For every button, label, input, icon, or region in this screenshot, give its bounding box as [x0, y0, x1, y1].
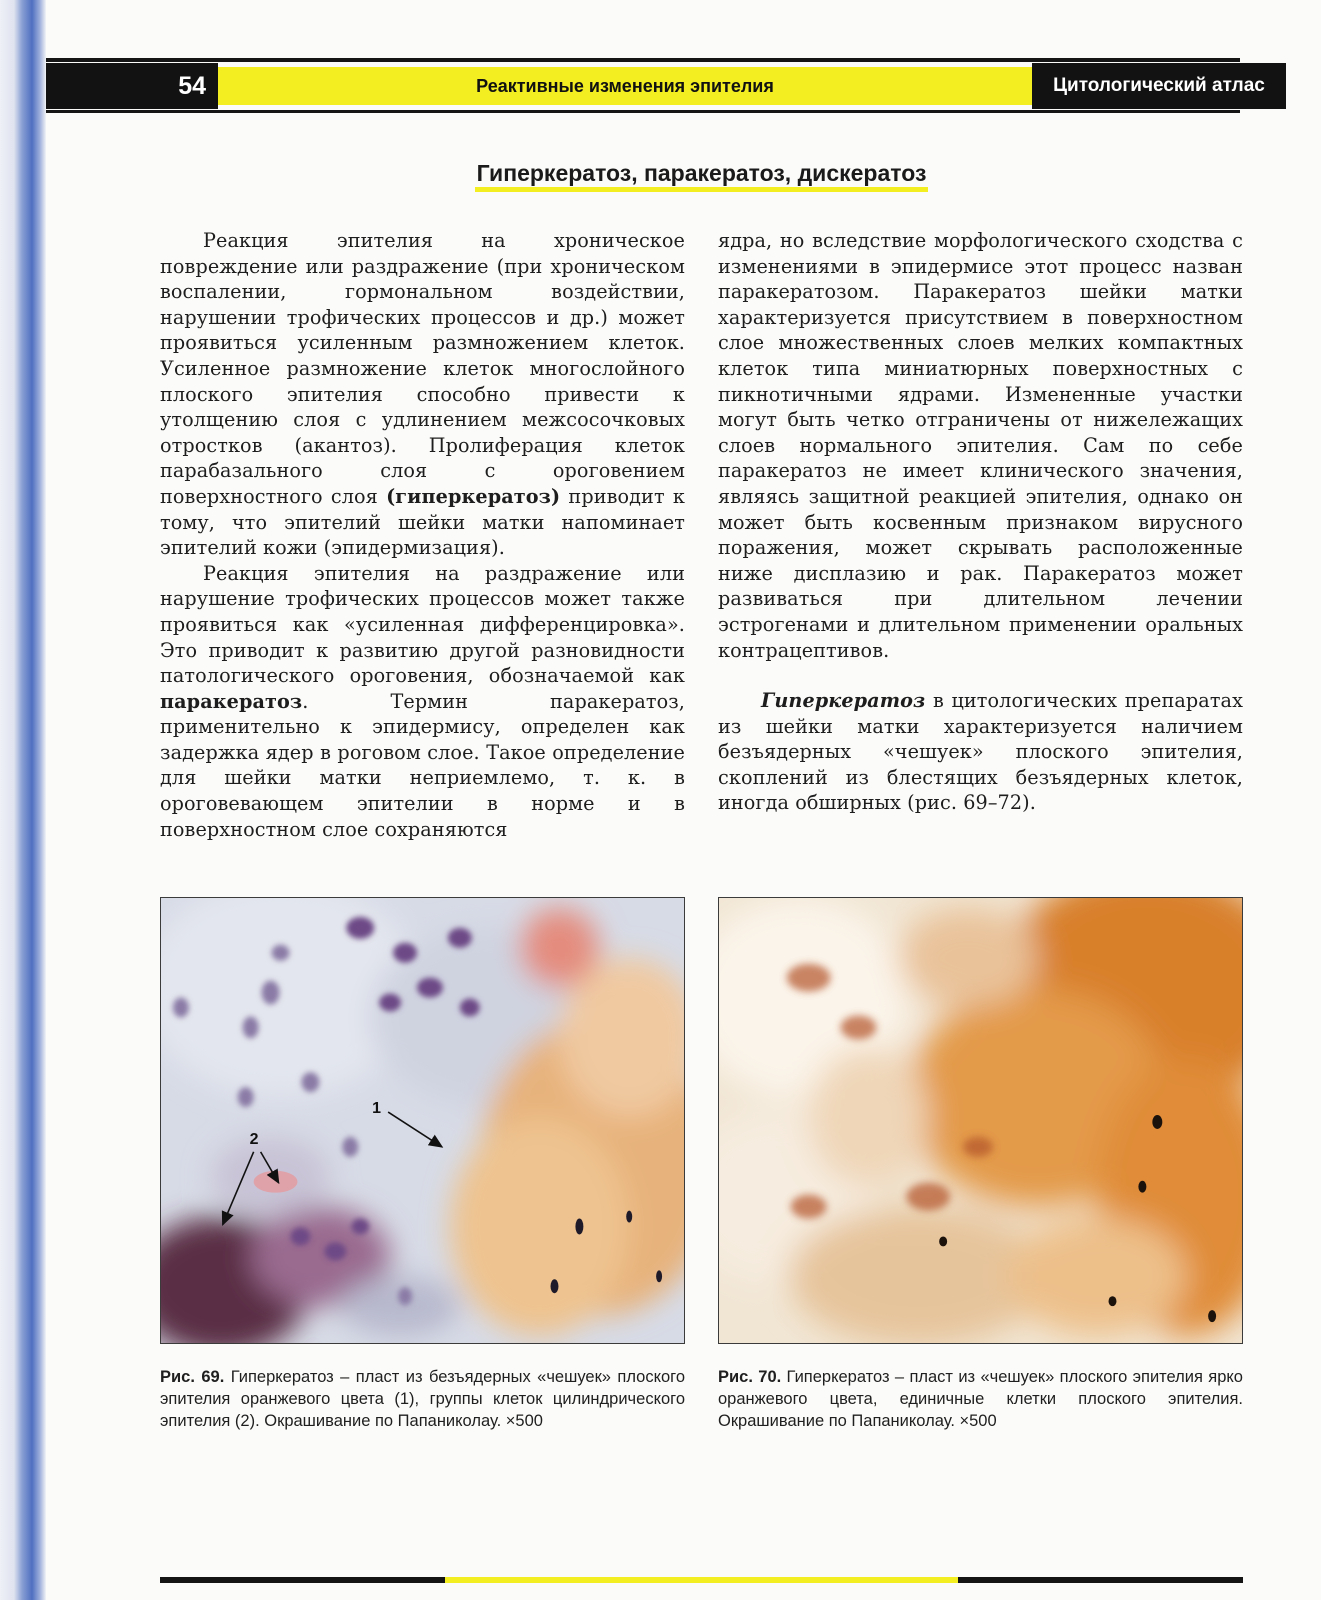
figure-70-micrograph [718, 897, 1243, 1344]
figure-69-caption: Рис. 69. Гиперкератоз – пласт из безъядерных «чешуек» плоского эпителия оранжевого цвета (1), группы клеток цилиндрического эпителия (2). Окрашивание по Папаниколау. ×500 [160, 1368, 686, 1430]
header-bottom-rule [46, 110, 1240, 113]
paragraph: Гиперкератоз в цитологических препаратах из шейки матки характеризуется наличием безъядерных «чешуек» плоского эпителия, скоплений из блестящих безъядерных клеток, иногда обширных (рис. 69–72). [718, 689, 1243, 815]
footer-accent-bar [445, 1577, 958, 1583]
paragraph: ядра, но вследствие морфологического сходства с изменениями в эпидермисе этот процесс назван паракератозом. Паракератоз шейки матки характеризуется присутствием в поверхностном слое множественных слоев мелких компактных клеток типа миниатюрных поверхностных с пикнотичными ядрами. Измененные участки могут быть четко отграничены от нижележащих слоев нормального эпителия. Сам по себе паракератоз не имеет клинического значения, являясь защитной реакцией эпителия, однако он может быть косвенным признаком вирусного поражения, может скрывать расположенные ниже дисплазию и рак. Паракератоз может развиваться при длительном лечении эстрогенами и длительном применении оральных контрацептивов. [718, 229, 1243, 662]
section-title: Реактивные изменения эпителия [218, 67, 1032, 105]
marker-label-2: 2 [249, 1130, 259, 1148]
book-title: Цитологический атлас [1032, 63, 1286, 109]
running-header [46, 63, 1265, 109]
paragraph: Реакция эпителия на раздражение или нарушение трофических процессов может также проявиться как «усиленная дифференцировка». Это приводит к развитию другой разновидности патологического ороговения, обозначаемой как паракератоз. Термин паракератоз, применительно к эпидермису, определен как задержка ядер в роговом слое. Такое определение для шейки матки неприемлемо, т. к. в ороговевающем эпителии в норме и в поверхностном слое сохраняются [160, 561, 685, 841]
figure-70-label: Рис. 70. [718, 1368, 782, 1386]
figure-69-label: Рис. 69. [160, 1368, 225, 1386]
text-column-right [718, 228, 1243, 816]
marker-label-1: 1 [372, 1100, 382, 1118]
text-column-left [160, 228, 685, 842]
term-hyperkeratosis: (гиперкератоз) [386, 484, 561, 508]
page-title-text: Гиперкератоз, паракератоз, дискератоз [475, 160, 929, 192]
term-hyperkeratosis-italic: Гиперкератоз [761, 689, 926, 713]
book-binding-edge [0, 0, 46, 1600]
term-parakeratosis: паракератоз [160, 689, 303, 713]
figure-69-micrograph [160, 897, 685, 1344]
paragraph: Реакция эпителия на хроническое повреждение или раздражение (при хроническом воспалении, гормональном воздействии, нарушении трофических процессов и др.) может проявиться усиленным размножением клеток. Усиленное размножение клеток многослойного плоского эпителия способно привести к утолщению слоя с удлинением межсосочковых отростков (акантоз). Пролиферация клеток парабазального слоя с ороговением поверхностного слоя (гиперкератоз) приводит к тому, что эпителий шейки матки напоминает эпителий кожи (эпидермизация). [160, 229, 685, 560]
page-number: 54 [46, 63, 218, 109]
header-top-rule [46, 58, 1240, 62]
micrograph-70-image [719, 898, 1242, 1343]
micrograph-69-image [161, 898, 684, 1343]
page-title [160, 160, 1243, 187]
figure-70-caption: Рис. 70. Гиперкератоз – пласт из «чешуек» плоского эпителия ярко оранжевого цвета, единичные клетки плоского эпителия. Окрашивание по Папаниколау. ×500 [718, 1368, 1243, 1430]
